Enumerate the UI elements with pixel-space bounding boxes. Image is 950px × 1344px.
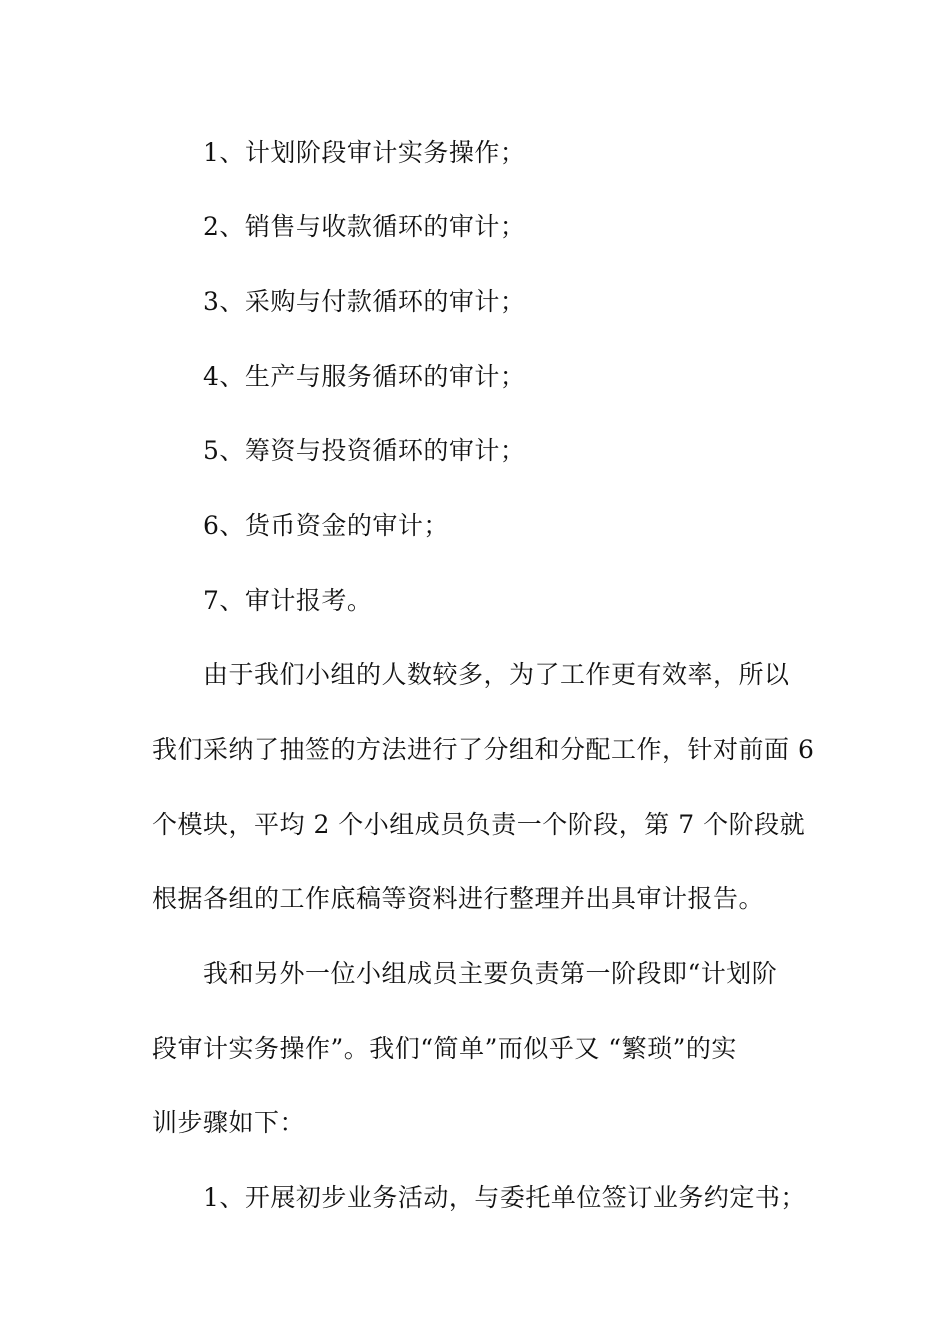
paragraph-line: 训步骤如下： — [152, 1108, 306, 1137]
list-item: 7、审计报考。 — [203, 586, 373, 615]
paragraph-line: 段审计实务操作”。我们“简单”而似乎又 “繁琐”的实 — [152, 1034, 737, 1063]
list-item: 6、货币资金的审计； — [203, 511, 449, 540]
paragraph-line: 根据各组的工作底稿等资料进行整理并出具审计报告。 — [152, 884, 765, 913]
list-item: 2、销售与收款循环的审计； — [203, 212, 526, 241]
paragraph-line: 我和另外一位小组成员主要负责第一阶段即“计划阶 — [203, 959, 778, 988]
list-item: 1、开展初步业务活动，与委托单位签订业务约定书； — [203, 1183, 806, 1212]
list-item: 1、计划阶段审计实务操作； — [203, 138, 526, 167]
list-item: 4、生产与服务循环的审计； — [203, 362, 526, 391]
paragraph-line: 我们采纳了抽签的方法进行了分组和分配工作，针对前面 6 — [152, 735, 815, 764]
list-item: 3、采购与付款循环的审计； — [203, 287, 526, 316]
list-item: 5、筹资与投资循环的审计； — [203, 436, 526, 465]
paragraph-line: 个模块，平均 2 个小组成员负责一个阶段，第 7 个阶段就 — [152, 810, 806, 839]
paragraph-line: 由于我们小组的人数较多，为了工作更有效率，所以 — [203, 660, 790, 689]
